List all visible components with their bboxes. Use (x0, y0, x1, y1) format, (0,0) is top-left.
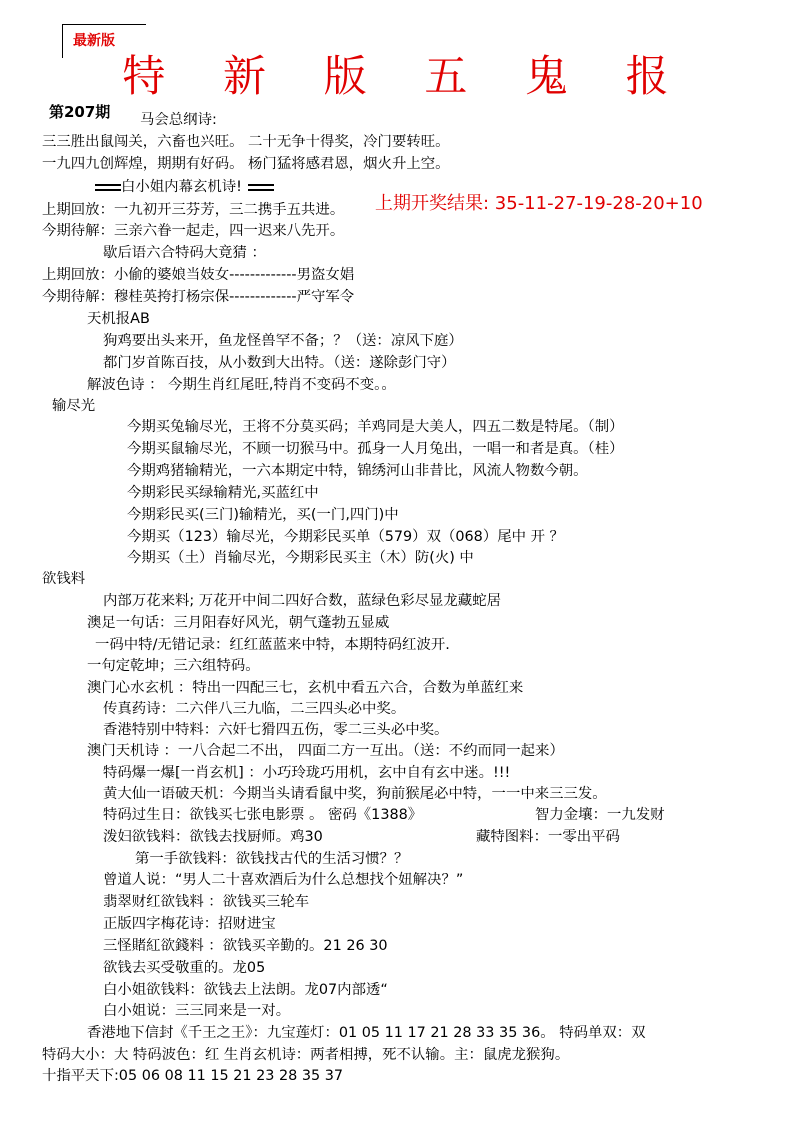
lose-line: 今期买（土）肖输尽光，今期彩民买主（木）防(火) 中 (127, 550, 474, 566)
tip-line: 传真药诗：二六伴八三九临，二三四头必中奖。 (103, 701, 406, 717)
tip-line: 澳门心水玄机 ：特出一四配三七，玄机中看五六合，合数为单蓝红来 (87, 680, 524, 696)
tip-line: 欲钱去买受敬重的。龙05 (103, 960, 266, 976)
lose-line: 今期彩民买(三门)输精光，买(一门,四门)中 (127, 507, 399, 523)
tip-line-right: 藏特图料：一零出平码 (476, 829, 620, 845)
tip-line: 曾道人说：“男人二十喜欢酒后为什么总想找个妞解决？” (103, 872, 464, 888)
tip-line: 三怪賭紅欲錢料 ：欲钱买辛勤的。21 26 30 (103, 938, 388, 954)
last-review-line: 上期回放：一九初开三芬芳，三二携手五共进。 (42, 202, 345, 218)
tip-line: 澳门天机诗 ：一八合起二不出， 四面二方一互出。（送：不约而同一起来） (87, 743, 564, 759)
lose-line: 今期鸡猪输精光，一六本期定中特，锦绣河山非昔比，风流人物数今朝。 (127, 463, 588, 479)
tip-line: 内部万花来料; 万花开中间二四好合数，蓝绿色彩尽显龙藏蛇居 (103, 593, 501, 609)
tip-line: 特码过生日：欲钱买七张电影票 。 密码《1388》 (103, 807, 423, 823)
shujinguang-heading: 输尽光 (52, 398, 96, 414)
tip-line: 香港地下信封《千王之王》：九宝莲灯：01 05 11 17 21 28 33 35 36。 特码单双：双 (87, 1025, 646, 1041)
page-title: 特 新 版 五 鬼 报 (122, 52, 691, 102)
tip-line: 十指平天下:05 06 08 11 15 21 23 28 35 37 (42, 1068, 344, 1084)
tip-line: 一码中特/无错记录：红红蓝蓝来中特，本期特码红波开. (95, 637, 450, 653)
tip-line: 香港特别中特料：六奸七猾四五伤，零二三头必中奖。 (103, 722, 449, 738)
double-rule-left (95, 184, 121, 191)
current-riddle-line: 今期待解：穆桂英挎打杨宗保-------------严守军令 (42, 289, 355, 305)
lose-line: 今期彩民买绿输精光,买蓝红中 (127, 485, 319, 501)
last-draw-result: 上期开奖结果: 35-11-27-19-28-20+10 (375, 193, 703, 214)
tip-line: 泼妇欲钱料：欲钱去找厨师。鸡30 (103, 829, 323, 845)
tip-line: 黄大仙一语破天机：今期当头请看鼠中奖，狗前猴尾必中特，一一中来三三发。 (103, 786, 607, 802)
lose-line: 今期买（123）输尽光，今期彩民买单（579）双（068）尾中 开 ？ (127, 529, 564, 545)
tip-line: 特码爆一爆[一肖玄机] ：小巧玲珑巧用机，玄中自有玄中迷。!!! (103, 765, 511, 781)
baixiaojie-heading-text: 白小姐内幕玄机诗! (121, 179, 242, 195)
lose-line: 今期买兔输尽光，王将不分莫买码；羊鸡同是大美人，四五二数是特尾。（制） (127, 419, 624, 435)
baixiaojie-heading (95, 178, 274, 196)
double-rule-right (248, 184, 274, 191)
xiehouyu-heading: 歇后语六合特码大竟猜 ： (103, 245, 266, 261)
last-review-line: 上期回放：小偷的婆娘当妓女-------------男盗女娼 (42, 267, 355, 283)
yuqian-heading: 欲钱料 (42, 571, 86, 587)
lose-line: 今期买鼠输尽光，不顾一切猴马中。孤身一人月兔出，一唱一和者是真。（桂） (127, 441, 624, 457)
poem-heading: 马会总纲诗: (140, 112, 217, 128)
tip-line: 一句定乾坤；三六组特码。 (87, 658, 260, 674)
poem-line: 一九四九创辉煌，期期有好码。 杨门猛将感君恩，烟火升上空。 (42, 156, 450, 172)
poem-line: 三三胜出鼠闯关，六畜也兴旺。 二十无争十得奖，冷门要转旺。 (42, 134, 450, 150)
tip-line: 翡翠财红欲钱料 ：欲钱买三轮车 (103, 894, 310, 910)
tip-line: 正版四字梅花诗：招财进宝 (103, 916, 276, 932)
badge-label: 最新版 (73, 33, 115, 49)
tianji-heading: 天机报AB (87, 311, 150, 327)
tip-line-right: 智力金壤：一九发财 (535, 807, 665, 823)
tianji-line: 狗鸡要出头来开，鱼龙怪兽罕不备；？（送：凉风下庭） (103, 333, 463, 349)
tip-line: 白小姐说：三三同来是一对。 (103, 1003, 291, 1019)
issue-number: 第207期 (49, 103, 111, 121)
tip-line: 第一手欲钱料：欲钱找古代的生活习惯？？ (135, 851, 409, 867)
jiebo-poem: 解波色诗 ： 今期生肖红尾旺,特肖不变码不变。。 (87, 377, 396, 393)
tip-line: 白小姐欲钱料：欲钱去上法朗。龙07内部透“ (103, 982, 388, 998)
tip-line: 澳足一句话：三月阳春好风光，朝气蓬勃五显威 (87, 615, 390, 631)
tianji-line: 都门岁首陈百技，从小数到大出特。（送：遂除彭门守） (103, 355, 456, 371)
tip-line: 特码大小：大 特码波色：红 生肖玄机诗：两者相搏，死不认输。主：鼠虎龙猴狗。 (42, 1047, 570, 1063)
current-riddle-line: 今期待解：三亲六眷一起走，四一迟来八先开。 (42, 223, 345, 239)
